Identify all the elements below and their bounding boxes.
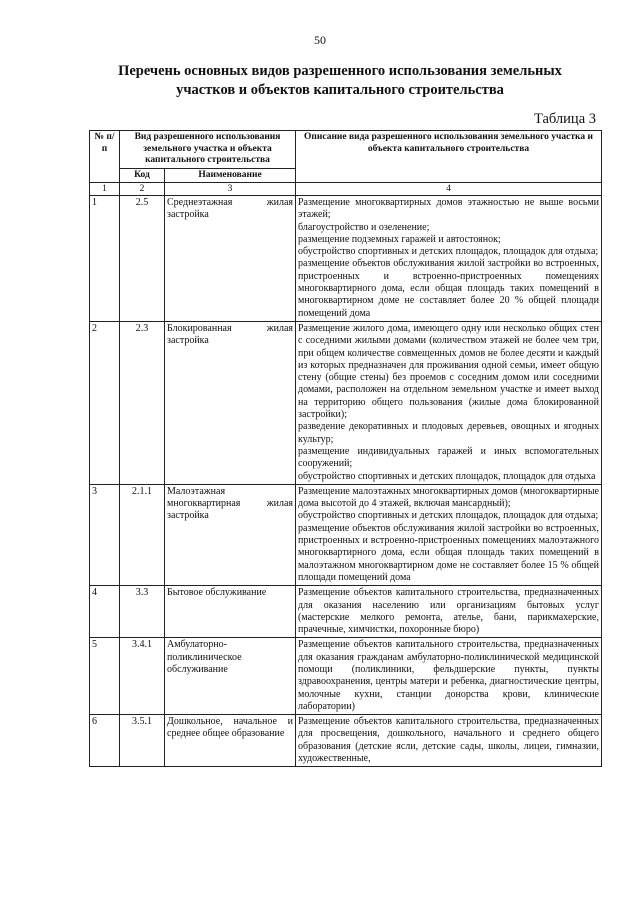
column-number: 2 [120,183,165,196]
row-name: Среднеэтажная жилая застройка [165,196,296,322]
row-description [296,196,602,322]
description-line: Размещение жилого дома, имеющего одну или несколько общих стен с соседними жилыми домами (количеством этажей не более чем три, при общем количестве совмещенных домов не более десяти и каждый из которых предназначен для проживания одной семьи, имеет общую стену (общие стены) без проемов с соседним домом или соседними домами, расположен на отдельном земельном участке и имеет выход на территорию общего пользования (жилые дома блокированной застройки); [298,322,599,421]
header-desc: Описание вида разрешенного использования земельного участка и объекта капитального строительства [296,131,602,183]
table-label: Таблица 3 [533,111,596,127]
row-name: Амбулаторно-поликлиническое обслуживание [165,638,296,715]
table-row [90,484,602,585]
row-name: Блокированная жилая застройка [165,321,296,484]
column-number-row [90,183,602,196]
description-line: Размещение многоквартирных домов этажностью не выше восьми этажей; [298,197,599,221]
row-number: 6 [90,715,120,767]
row-code: 3.3 [120,586,165,638]
row-number: 4 [90,586,120,638]
header-group: Вид разрешенного использования земельного участка и объекта капитального строительства [120,131,296,169]
table-row [90,638,602,715]
table-row [90,715,602,767]
row-code: 2.5 [120,196,165,322]
table-row [90,586,602,638]
row-code: 2.1.1 [120,484,165,585]
land-use-table [89,130,602,767]
column-number: 1 [90,183,120,196]
description-line: размещение подземных гаражей и автостоянок; [298,233,501,245]
column-number: 4 [296,183,602,196]
row-name: Бытовое обслуживание [165,586,296,638]
header-name: Наименование [165,168,296,183]
description-line: размещение индивидуальных гаражей и иных вспомогательных сооружений; [298,445,599,470]
table-header-row [90,131,602,169]
header-code: Код [120,168,165,183]
page-number: 50 [314,33,326,47]
description-line: Размещение объектов капитального строительства, предназначенных для оказания населению или организациям бытовых услуг (мастерские мелкого ремонта, ателье, бани, парикмахерские, прачечные, химчистки, похоронные бюро) [298,587,599,636]
document-title: Перечень основных видов разрешенного использования земельных участков и объектов капитального строительства [118,63,562,98]
description-line: обустройство спортивных и детских площадок, площадок для отдыха; [298,510,599,522]
description-line: обустройство спортивных и детских площадок, площадок для отдыха; [298,246,599,258]
row-number: 3 [90,484,120,585]
row-description [296,586,602,638]
row-description [296,715,602,767]
row-number: 5 [90,638,120,715]
column-number: 3 [165,183,296,196]
header-num: № п/п [90,131,120,183]
description-line: Размещение объектов капитального строительства, предназначенных для оказания гражданам амбулаторно-поликлинической медицинской помощи (поликлиники, фельдшерские пункты, пункты здравоохранения, центры матери и ребенка, диагностические центры, молочные кухни, станции донорства крови, клинические лаборатории) [298,639,599,712]
row-description [296,638,602,715]
table-row [90,321,602,484]
description-line: размещение объектов обслуживания жилой застройки во встроенных, пристроенных и встроенно-пристроенных помещениях малоэтажного многоквартирного дома, если общая площадь таких помещений в малоэтажном многоквартирном доме не составляет более 15 % общей площади помещений дома [298,522,599,583]
row-code: 3.5.1 [120,715,165,767]
row-number: 1 [90,196,120,322]
row-name: Малоэтажная многоквартирная жилая застройка [165,484,296,585]
table-row [90,196,602,322]
description-line: обустройство спортивных и детских площадок, площадок для отдыха [298,470,596,482]
row-description [296,484,602,585]
description-line: размещение объектов обслуживания жилой застройки во встроенных, пристроенных и встроенно-пристроенных помещениях многоквартирного дома, если общая площадь таких помещений в многоквартирном доме не составляет более 20 % общей площади помещений дома [298,258,599,319]
description-line: благоустройство и озеленение; [298,221,430,233]
row-code: 2.3 [120,321,165,484]
row-number: 2 [90,321,120,484]
description-line: Размещение малоэтажных многоквартирных домов (многоквартирные дома высотой до 4 этажей, включая мансардный); [298,485,599,510]
row-name: Дошкольное, начальное и среднее общее образование [165,715,296,767]
row-description [296,321,602,484]
row-code: 3.4.1 [120,638,165,715]
description-line: Размещение объектов капитального строительства, предназначенных для просвещения, дошкольного, начального и среднего общего образования (детские ясли, детские сады, школы, лицеи, гимназии, художественные, [298,716,599,765]
description-line: разведение декоративных и плодовых деревьев, овощных и ягодных культур; [298,421,599,445]
